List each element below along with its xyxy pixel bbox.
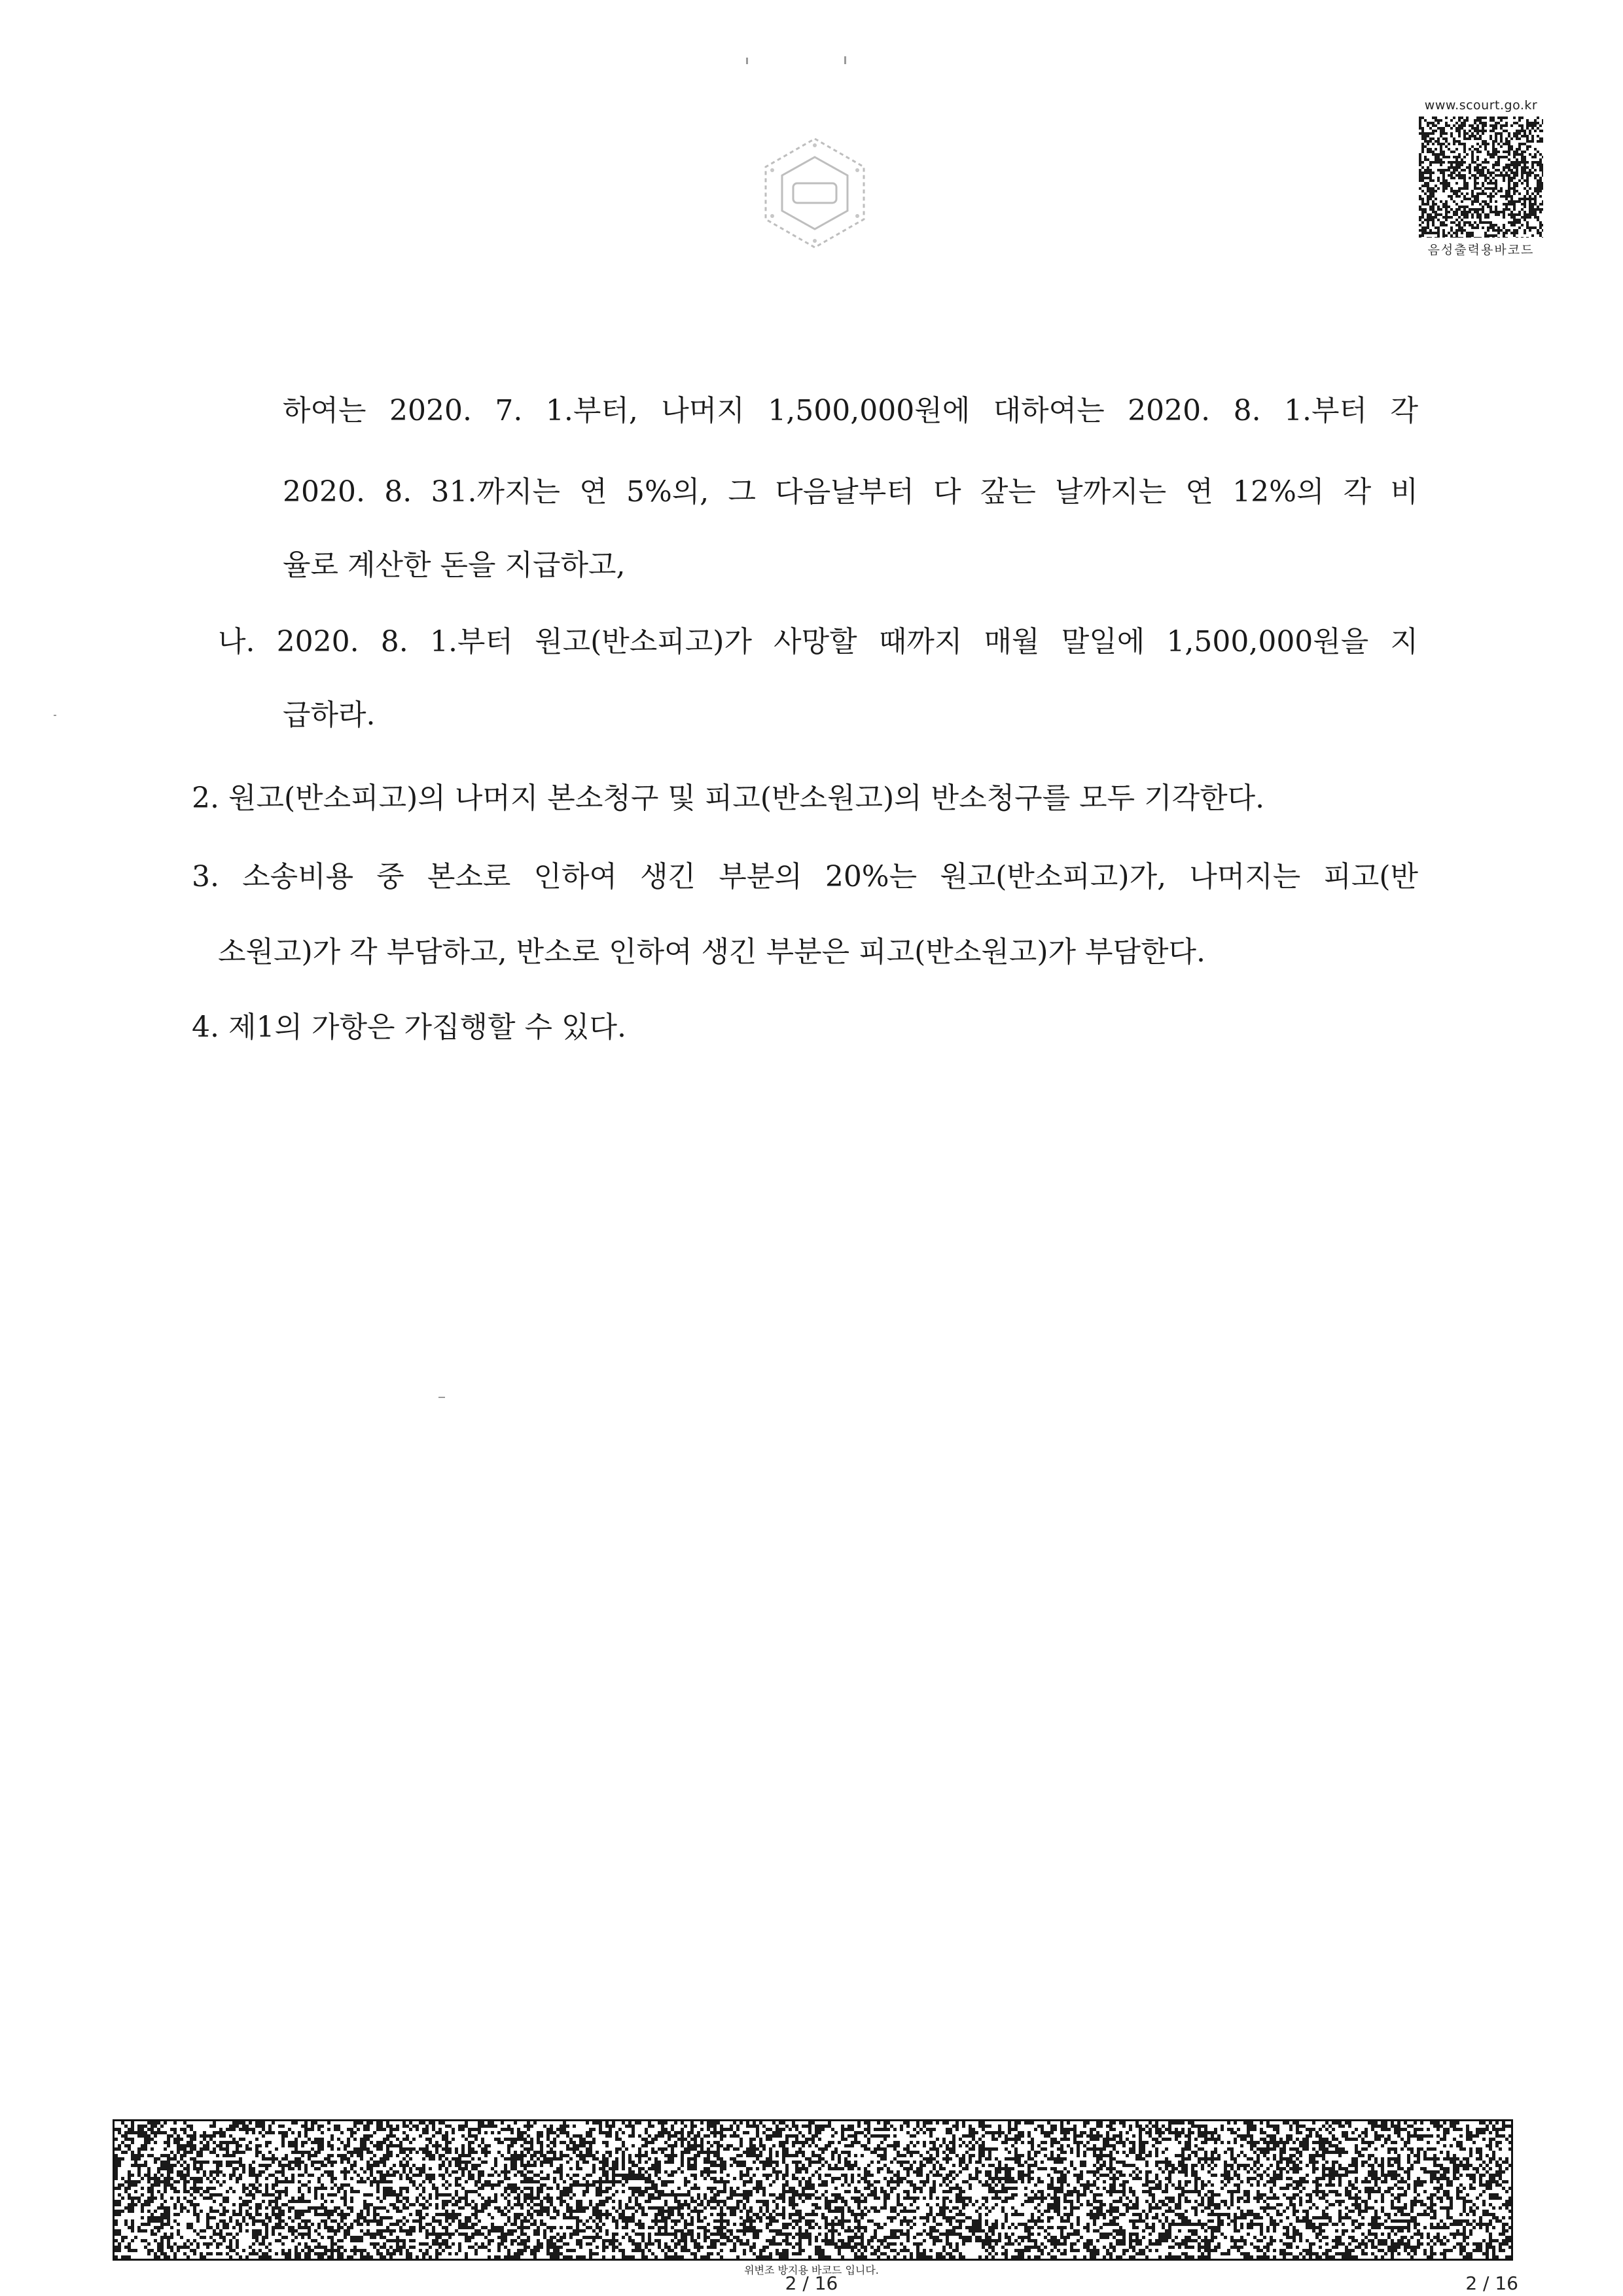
- barcode-caption: 음성출력용바코드: [1427, 243, 1535, 257]
- body-line: 소원고)가 각 부담하고, 반소로 인하여 생긴 부분은 피고(반소원고)가 부담한다.: [218, 935, 1205, 969]
- anti-forgery-barcode: [113, 2119, 1513, 2261]
- body-line: 2. 원고(반소피고)의 나머지 본소청구 및 피고(반소원고)의 반소청구를 모두 기각한다.: [192, 781, 1265, 815]
- scan-mark: [438, 1397, 445, 1398]
- 2d-barcode-icon: [1419, 117, 1543, 238]
- body-line: 급하라.: [283, 698, 376, 732]
- body-line: 율로 계산한 돈을 지급하고,: [283, 548, 626, 582]
- page-number-center: 2 / 16: [785, 2272, 838, 2294]
- body-line: 3. 소송비용 중 본소로 인하여 생긴 부분의 20%는 원고(반소피고)가, 나머지는 피고(반: [192, 860, 1418, 893]
- court-seal: [753, 131, 877, 255]
- body-line: 2020. 8. 31.까지는 연 5%의, 그 다음날부터 다 갚는 날까지는 연 12%의 각 비: [283, 475, 1418, 509]
- anti-forgery-caption: 위변조 방지용 바코드 입니다.: [744, 2264, 879, 2276]
- scan-mark: [746, 58, 748, 64]
- body-line: 하여는 2020. 7. 1.부터, 나머지 1,500,000원에 대하여는 2020. 8. 1.부터 각: [283, 394, 1418, 427]
- body-line: 나. 2020. 8. 1.부터 원고(반소피고)가 사망할 때까지 매월 말일에 1,500,000원을 지: [218, 625, 1418, 658]
- court-seal-icon: [753, 131, 877, 255]
- body-line: 4. 제1의 가항은 가집행할 수 있다.: [192, 1011, 626, 1044]
- site-url: www.scourt.go.kr: [1424, 98, 1538, 113]
- voice-output-barcode: [1419, 98, 1543, 258]
- anti-forgery-barcode-icon: [115, 2121, 1511, 2259]
- scan-mark: [54, 715, 56, 716]
- scan-mark: [844, 56, 846, 64]
- page-number-right: 2 / 16: [1465, 2272, 1518, 2294]
